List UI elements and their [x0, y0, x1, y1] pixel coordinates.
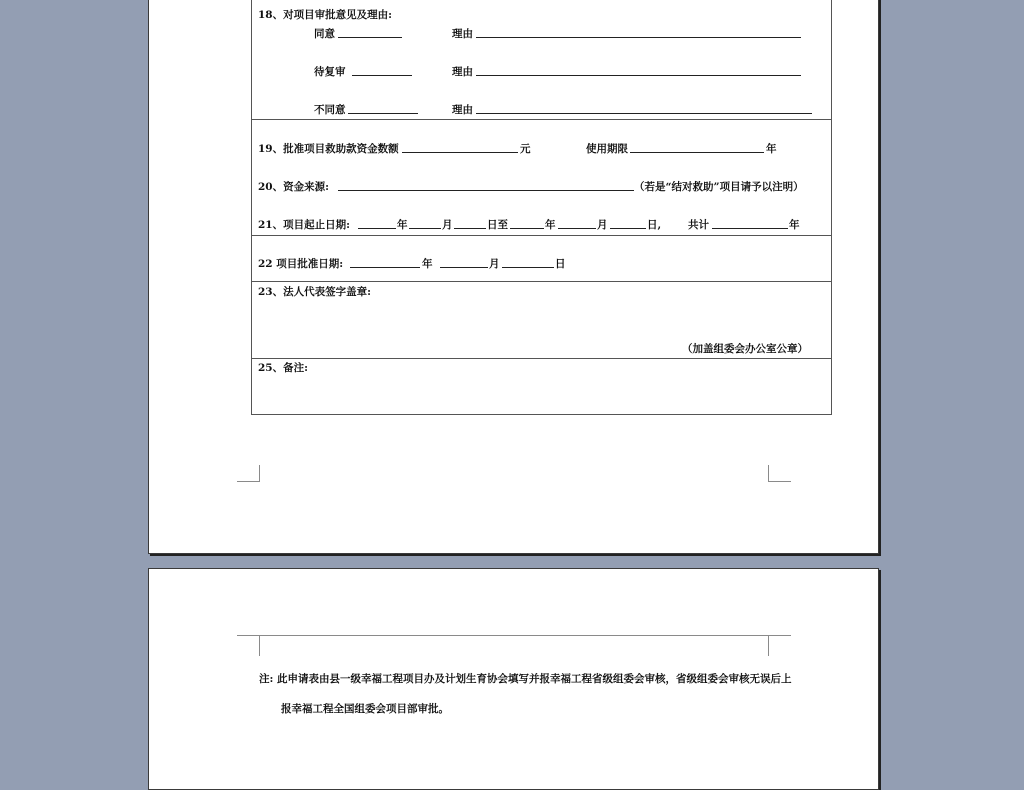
item20-source-blank — [338, 190, 634, 191]
item18-pending-reason-label: 理由 — [452, 66, 473, 78]
item22-label: 22 项目批准日期: — [258, 258, 344, 270]
item21-total-label: 共计 — [688, 219, 709, 231]
crop-mark-top-right — [768, 635, 791, 656]
item18-disagree-label: 不同意 — [314, 104, 346, 116]
item21-end-day-blank — [610, 228, 646, 229]
item21-start-year: 年 — [397, 219, 408, 231]
item18-agree-blank — [338, 37, 402, 38]
item21-start-month: 月 — [442, 219, 453, 231]
row-divider — [252, 281, 831, 282]
item21-label: 21、项目起止日期: — [258, 219, 350, 231]
crop-mark-bottom-left — [237, 465, 260, 482]
item18-pending-blank — [352, 75, 412, 76]
header-boundary-line — [259, 635, 768, 636]
item21-end-year-blank — [510, 228, 544, 229]
item20-label: 20、资金来源: — [258, 181, 329, 193]
item18-agree-label: 同意 — [314, 28, 335, 40]
item21-end-year: 年 — [545, 219, 556, 231]
item19-unit-year: 年 — [766, 143, 777, 155]
item22-year-blank — [350, 267, 420, 268]
item21-start-year-blank — [358, 228, 396, 229]
item18-pending-label: 待复审 — [314, 66, 346, 78]
item22-month-blank — [440, 267, 488, 268]
item22-month: 月 — [489, 258, 500, 270]
item22-day-blank — [502, 267, 554, 268]
item18-disagree-reason-label: 理由 — [452, 104, 473, 116]
row-divider — [252, 119, 831, 120]
crop-mark-top-left — [237, 635, 260, 656]
item23-stamp-note: （加盖组委会办公室公章） — [682, 343, 808, 355]
item21-day-to: 日至 — [487, 219, 508, 231]
item22-year: 年 — [422, 258, 433, 270]
item18-agree-reason-label: 理由 — [452, 28, 473, 40]
document-page-2 — [148, 568, 879, 790]
item18-pending-reason-blank — [476, 75, 801, 76]
item21-start-month-blank — [409, 228, 441, 229]
item18-disagree-reason-blank — [476, 113, 812, 114]
item19-label: 19、批准项目救助款资金数额 — [258, 143, 399, 155]
item18-label: 18、对项目审批意见及理由: — [258, 9, 392, 21]
crop-mark-bottom-right — [768, 465, 791, 482]
item19-period-label: 使用期限 — [586, 143, 628, 155]
document-page-1 — [148, 0, 879, 554]
item21-start-day-blank — [454, 228, 486, 229]
item18-agree-reason-blank — [476, 37, 801, 38]
item20-note: （若是“结对救助”项目请予以注明） — [634, 181, 804, 193]
item21-end-month-blank — [558, 228, 596, 229]
item18-disagree-blank — [348, 113, 418, 114]
approval-form-table — [251, 0, 832, 415]
item19-period-blank — [630, 152, 764, 153]
item19-amount-blank — [402, 152, 518, 153]
footer-note-line-2: 报幸福工程全国组委会项目部审批。 — [281, 703, 449, 715]
item19-unit-yuan: 元 — [520, 143, 531, 155]
row-divider — [252, 235, 831, 236]
item25-label: 25、备注: — [258, 362, 308, 374]
item22-day: 日 — [555, 258, 566, 270]
item21-total-unit: 年 — [789, 219, 800, 231]
item21-end-month: 月 — [597, 219, 608, 231]
item21-total-blank — [712, 228, 788, 229]
footer-note-line-1: 注: 此申请表由县一级幸福工程项目办及计划生育协会填写并报幸福工程省级组委会审核，省级组委会审核无误后上 — [259, 673, 792, 685]
row-divider — [252, 358, 831, 359]
item23-label: 23、法人代表签字盖章: — [258, 286, 371, 298]
item21-end-day: 日, — [647, 219, 662, 231]
